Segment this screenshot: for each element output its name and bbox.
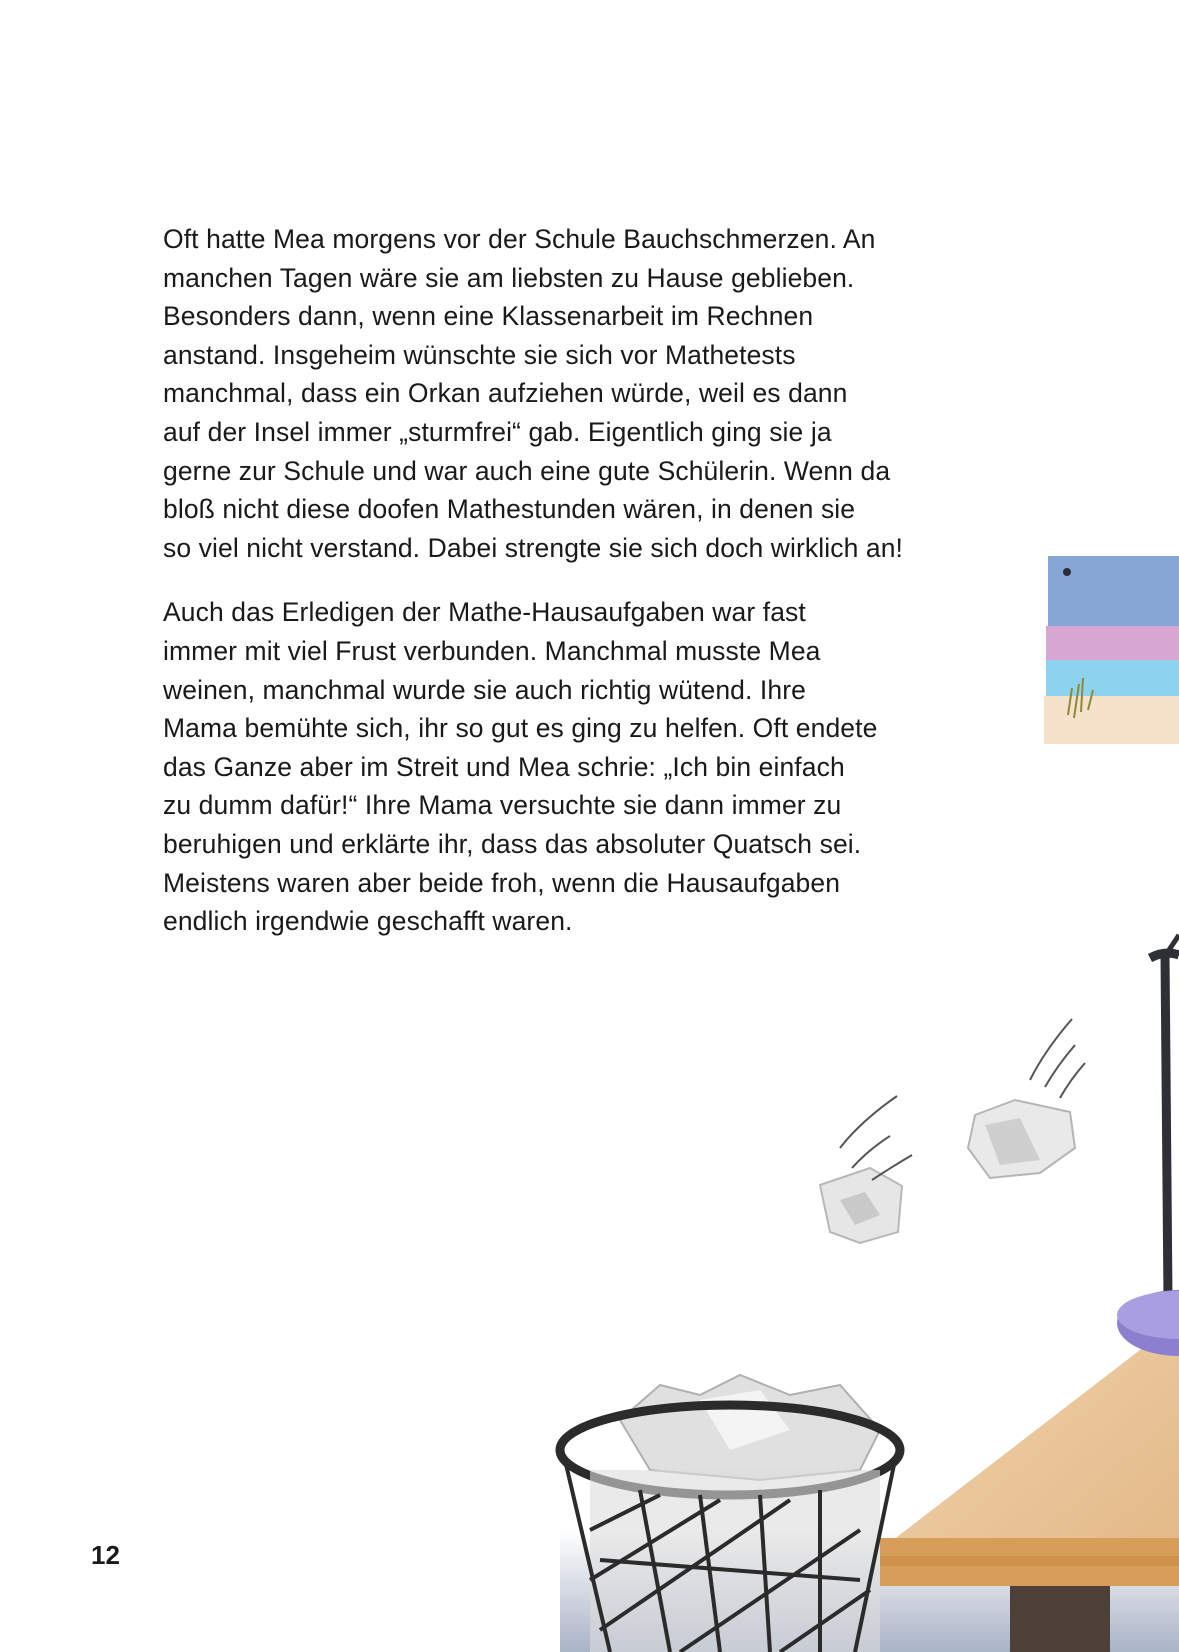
text-line: auf der Insel immer „sturmfrei“ gab. Eigentlich ging sie ja: [163, 416, 832, 447]
paragraph-1: [163, 220, 1023, 567]
floor: [560, 1530, 1179, 1652]
text-line: immer mit viel Frust verbunden. Manchmal musste Mea: [163, 635, 821, 666]
text-line: so viel nicht verstand. Dabei strengte sie sich doch wirklich an!: [163, 532, 904, 563]
wastebasket-icon: [560, 1375, 900, 1652]
desk-icon: [880, 1290, 1179, 1652]
text-line: manchmal, dass ein Orkan aufziehen würde, weil es dann: [163, 378, 848, 409]
text-line: zu dumm dafür!“ Ihre Mama versuchte sie dann immer zu: [163, 790, 842, 821]
text-line: gerne zur Schule und war auch eine gute Schülerin. Wenn da: [163, 455, 891, 486]
text-line: endlich irgendwie geschafft waren.: [163, 906, 573, 937]
story-text: [163, 220, 1023, 941]
text-line: weinen, manchmal wurde sie auch richtig wütend. Ihre: [163, 674, 806, 705]
text-line: beruhigen und erklärte ihr, dass das absoluter Quatsch sei.: [163, 828, 862, 859]
text-line: manchen Tagen wäre sie am liebsten zu Hause geblieben.: [163, 262, 855, 293]
text-line: anstand. Insgeheim wünschte sie sich vor Mathetests: [163, 339, 796, 370]
text-line: bloß nicht diese doofen Mathestunden wären, in denen sie: [163, 494, 856, 525]
text-line: Besonders dann, wenn eine Klassenarbeit im Rechnen: [163, 301, 814, 332]
text-line: das Ganze aber im Streit und Mea schrie: „Ich bin einfach: [163, 751, 845, 782]
paragraph-2: [163, 593, 1023, 940]
crumpled-paper-icon: [820, 1019, 1085, 1243]
desk-lamp-icon: [1150, 935, 1179, 1300]
page-number: 12: [91, 1540, 120, 1570]
text-line: Meistens waren aber beide froh, wenn die Hausaufgaben: [163, 867, 841, 898]
text-line: Auch das Erledigen der Mathe-Hausaufgaben war fast: [163, 597, 806, 628]
text-line: Oft hatte Mea morgens vor der Schule Bauchschmerzen. An: [163, 224, 876, 254]
beach-picture-icon: [1044, 556, 1179, 744]
text-line: Mama bemühte sich, ihr so gut es ging zu helfen. Oft endete: [163, 713, 878, 744]
